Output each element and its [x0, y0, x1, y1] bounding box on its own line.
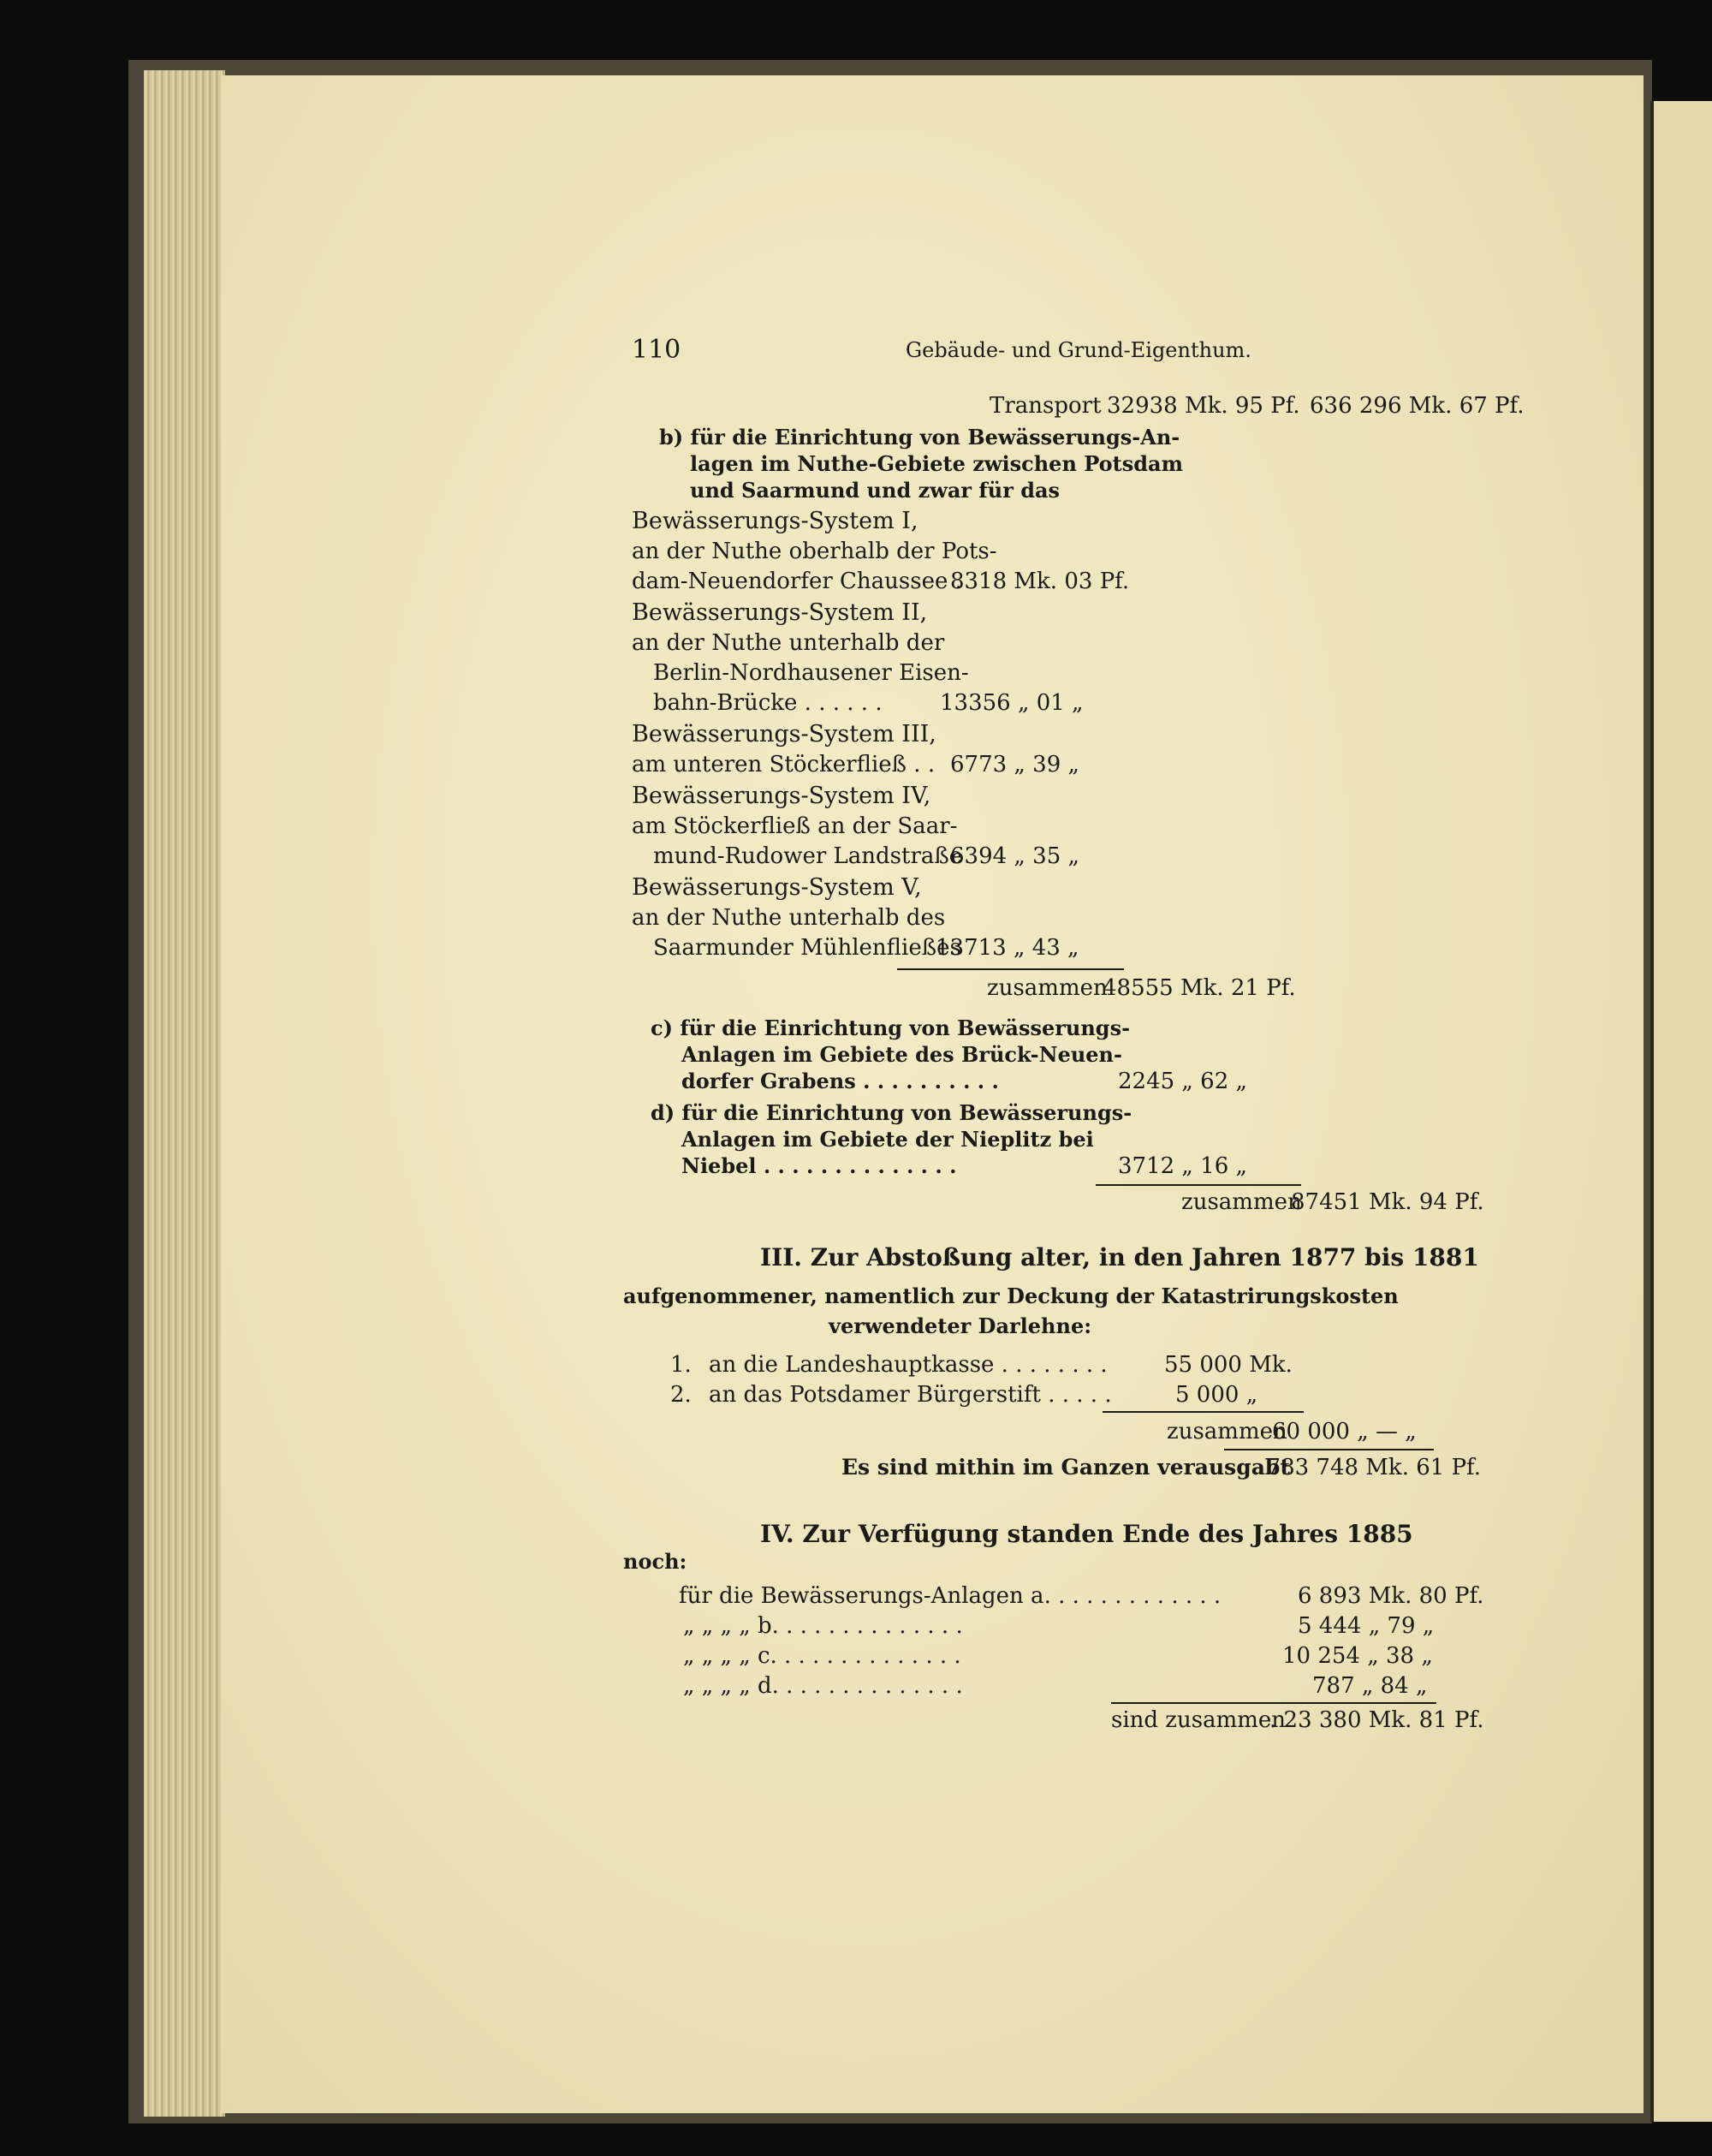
section-d-heading-3: Niebel . . . . . . . . . . . . . .: [681, 1153, 957, 1178]
section-3-item-1-amount: 55 000 Mk.: [1164, 1352, 1293, 1378]
system-5-line-2: an der Nuthe unterhalb des: [632, 905, 946, 931]
rule-section-3-sum: [1224, 1449, 1434, 1450]
system-2-line-1: Bewässerungs-System II,: [632, 599, 928, 626]
rule-section-3-items: [1103, 1411, 1304, 1413]
system-2-line-4: bahn-Brücke . . . . . .: [653, 690, 883, 716]
section-b-sum: 48555 Mk. 21 Pf.: [1103, 975, 1296, 1001]
section-3-item-2-text: an das Potsdamer Bürgerstift . . . . .: [709, 1382, 1112, 1408]
page-number: 110: [632, 335, 681, 365]
section-4-row-a-text: für die Bewässerungs-Anlagen a. . . . . . . . . . . . .: [679, 1583, 1222, 1609]
system-1-line-3: dam-Neuendorfer Chaussee .: [632, 569, 962, 594]
section-b-sum-label: zusammen: [987, 975, 1108, 1001]
section-3-heading: III. Zur Abstoßung alter, in den Jahren 1877 bis 1881: [760, 1243, 1479, 1272]
section-3-grand-label: Es sind mithin im Ganzen verausgabt: [841, 1455, 1290, 1480]
section-4-row-d-amount: 787 „ 84 „: [1312, 1673, 1428, 1699]
section-3-sum: 60 000 „ — „: [1272, 1419, 1417, 1444]
section-3-item-2-num: 2.: [670, 1382, 692, 1408]
transport-value-1: 32938 Mk. 95 Pf.: [1107, 393, 1300, 419]
system-4-line-2: am Stöckerfließ an der Saar-: [632, 813, 958, 839]
section-3-subheading-1: aufgenommener, namentlich zur Deckung der Katastrirungskosten: [623, 1283, 1399, 1308]
transport-value-2: 636 296 Mk. 67 Pf.: [1310, 393, 1525, 419]
system-3-line-2: am unteren Stöckerfließ . .: [632, 752, 936, 777]
section-c-heading-1: c) für die Einrichtung von Bewässerungs-: [651, 1015, 1131, 1040]
section-3-item-1-num: 1.: [670, 1352, 692, 1378]
system-4-line-1: Bewässerungs-System IV,: [632, 783, 931, 809]
total-2-value: 87451 Mk. 94 Pf.: [1291, 1189, 1484, 1215]
section-b-heading-2: lagen im Nuthe-Gebiete zwischen Potsdam: [690, 451, 1183, 476]
section-3-item-1-text: an die Landeshauptkasse . . . . . . . .: [709, 1352, 1108, 1378]
section-3-grand-value: . 783 748 Mk. 61 Pf.: [1252, 1455, 1482, 1480]
rule-section-d: [1096, 1184, 1301, 1186]
system-3-amount: 6773 „ 39 „: [950, 752, 1079, 777]
book-page: [221, 75, 1644, 2113]
running-title: Gebäude- und Grund-Eigenthum.: [906, 338, 1251, 362]
total-2-label: zusammen: [1181, 1189, 1302, 1215]
section-4-heading: IV. Zur Verfügung standen Ende des Jahres 1885: [760, 1520, 1413, 1548]
system-4-line-3: mund-Rudower Landstraße: [653, 843, 963, 869]
system-1-line-1: Bewässerungs-System I,: [632, 508, 918, 534]
transport-label: Transport: [990, 393, 1102, 419]
system-2-line-3: Berlin-Nordhausener Eisen-: [653, 660, 969, 686]
section-4-noch: noch:: [623, 1549, 687, 1574]
section-d-amount: 3712 „ 16 „: [1118, 1153, 1247, 1179]
section-4-sum: . 23 380 Mk. 81 Pf.: [1269, 1707, 1484, 1733]
page-edges: [144, 70, 225, 2117]
system-5-amount: 13713 „ 43 „: [936, 935, 1079, 961]
section-c-amount: 2245 „ 62 „: [1118, 1069, 1247, 1094]
section-c-heading-2: Anlagen im Gebiete des Brück-Neuen-: [681, 1042, 1122, 1067]
system-4-amount: 6394 „ 35 „: [950, 843, 1079, 869]
section-3-sum-label: zusammen: [1167, 1419, 1287, 1444]
section-4-row-a-amount: 6 893 Mk. 80 Pf.: [1298, 1583, 1484, 1609]
system-2-amount: 13356 „ 01 „: [940, 690, 1084, 716]
section-4-row-d-text: „ „ „ „ d. . . . . . . . . . . . . .: [683, 1673, 963, 1699]
section-d-heading-1: d) für die Einrichtung von Bewässerungs-: [651, 1100, 1132, 1125]
system-5-line-1: Bewässerungs-System V,: [632, 874, 922, 901]
section-3-subheading-2: verwendeter Darlehne:: [829, 1313, 1092, 1338]
section-4-row-c-amount: 10 254 „ 38 „: [1282, 1643, 1433, 1669]
rule-section-b: [897, 968, 1124, 970]
section-4-row-b-amount: 5 444 „ 79 „: [1298, 1613, 1435, 1639]
system-1-amount: 8318 Mk. 03 Pf.: [950, 569, 1130, 594]
section-4-row-c-text: „ „ „ „ c. . . . . . . . . . . . . .: [683, 1643, 961, 1669]
section-3-item-2-amount: 5 000 „: [1175, 1382, 1258, 1408]
section-d-heading-2: Anlagen im Gebiete der Nieplitz bei: [681, 1127, 1094, 1152]
system-3-line-1: Bewässerungs-System III,: [632, 721, 936, 747]
section-c-heading-3: dorfer Grabens . . . . . . . . . .: [681, 1069, 999, 1093]
section-b-heading-1: b) für die Einrichtung von Bewässerungs-An-: [659, 425, 1180, 450]
rule-section-4: [1111, 1702, 1436, 1704]
system-2-line-2: an der Nuthe unterhalb der: [632, 630, 945, 656]
system-1-line-2: an der Nuthe oberhalb der Pots-: [632, 539, 997, 564]
section-4-sum-label: sind zusammen: [1111, 1707, 1287, 1733]
next-page-edge: [1650, 101, 1712, 2122]
section-4-row-b-text: „ „ „ „ b. . . . . . . . . . . . . .: [683, 1613, 963, 1639]
system-5-line-3: Saarmunder Mühlenfließes: [653, 935, 961, 961]
section-b-heading-3: und Saarmund und zwar für das: [690, 478, 1061, 503]
